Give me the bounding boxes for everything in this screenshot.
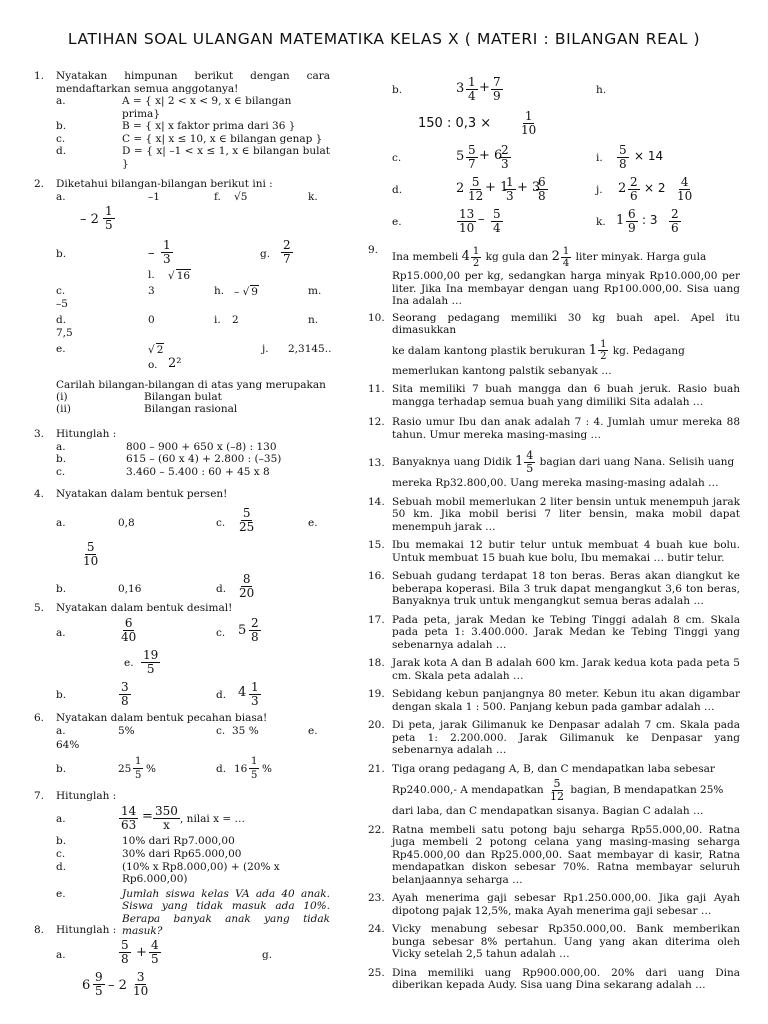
question-17: 17. Pada peta, jarak Medan ke Tebing Tinggi adalah 8 cm. Skala pada peta 1: 3.400.000. Jarak Medan ke Tebing Tinggi yang sebenarnya adalah … xyxy=(368,613,740,651)
question-7: 7. Hitunglah : a. $\frac{14}{63}$ = $\frac{350}{x}$ , nilai x = … b. 10% dari Rp7.000,00 c. 30% dari Rp65.000,00 d. (10% x Rp8.000,00) + (20% x Rp6.000,00) e. Jumlah siswa kelas VA ada 40 anak. Siswa yang tidak masuk ada 10%. Berapa banyak anak yang tidak masuk? xyxy=(34,790,330,937)
question-24: 24. Vicky menabung sebesar Rp350.000,00. Bank memberikan bunga sebesar 8% pertahun. Uang yang akan diterima oleh Vicky setelah 2,5 tahun adalah … xyxy=(368,923,740,960)
right-column xyxy=(368,76,740,992)
question-20: 20. Di peta, jarak Gilimanuk ke Denpasar adalah 7 cm. Skala pada peta 1: 2.200.000. Jarak Gilimanuk ke Denpasar yang sebenarnya adalah … xyxy=(368,719,740,756)
page-title: LATIHAN SOAL ULANGAN MATEMATIKA KELAS X ( MATERI : BILANGAN REAL ) xyxy=(67,30,701,48)
question-21: 21. Tiga orang pedagang A, B, dan C mendapatkan laba sebesar Rp240.000,- A mendapatkan $\frac{5}{12}$ bagian, B mendapatkan 25% dari laba, dan C mendapatkan sisanya. Bagian C adalah … xyxy=(368,762,724,817)
question-12: 12. Rasio umur Ibu dan anak adalah 7 : 4. Jumlah umur mereka 88 tahun. Umur mereka masing-masing … xyxy=(368,416,740,441)
question-19: 19. Sebidang kebun panjangnya 80 meter. Kebun itu akan digambar dengan skala 1 : 500. Panjang kebun pada gambar adalah … xyxy=(368,688,740,713)
question-8: 8. Hitunglah : a. $\frac{5}{8}$ + $\frac{4}{5}$ g. 6 $\frac{9}{5}$ – 2 $\frac{3}{10}$ xyxy=(34,924,273,998)
question-4: 4. Nyatakan dalam bentuk persen! a. 0,8 c. $\frac{5}{25}$ e. $\frac{5}{10}$ b. 0,16 d. $\frac{8}{20}$ xyxy=(34,488,318,600)
question-1-stem: Nyatakan himpunan berikut dengan cara mendaftarkan semua anggotanya! xyxy=(56,70,330,95)
question-2: 2. Diketahui bilangan-bilangan berikut ini : a. –1 f. √5 k. – 2 $\frac{1}{5}$ b. – $\frac{1}{3}$ g. $\frac{2}{7}$ l. √ 16 c. 3 h. – √ 9 m. –5 d. 0 i. 2 n. 7,5 e. √ 2 j. 2,3145.. o. 2² Carilah bilangan-bilangan di atas yang merupakan (i) Bilangan bulat (ii) Bilangan rasional xyxy=(34,178,332,415)
question-15: 15. Ibu memakai 12 butir telur untuk membuat 4 buah kue bolu. Untuk membuat 15 buah kue bolu, Ibu memakai … butir telur. xyxy=(368,539,740,564)
question-18: 18. Jarak kota A dan B adalah 600 km. Jarak kedua kota pada peta 5 cm. Skala peta adalah … xyxy=(368,657,740,682)
question-11: 11. Sita memiliki 7 buah mangga dan 6 buah jeruk. Rasio buah mangga terhadap semua buah yang dimiliki Sita adalah … xyxy=(368,383,740,408)
question-5: 5. Nyatakan dalam bentuk desimal! a. $\frac{6}{40}$ c. 5 $\frac{2}{8}$ e. $\frac{19}{5}$ b. $\frac{3}{8}$ d. 4 $\frac{1}{3}$ xyxy=(34,602,259,708)
question-1: 1. Nyatakan himpunan berikut dengan cara mendaftarkan semua anggotanya! a. A = { x| 2 < x < 9, x ∈ bilangan prima} b. B = { x| x faktor prima dari 36 } c. C = { x| x ≤ 10, x ∈ bilangan genap } d. D = { x| –1 < x ≤ 1, x ∈ bilangan bulat } xyxy=(34,70,330,170)
question-3: 3. Hitunglah : a. 800 – 900 + 650 x (–8) : 130 b. 615 – (60 x 4) + 2.800 : (–35) c. 3.460 – 5.400 : 60 + 45 x 8 xyxy=(34,428,282,478)
question-6: 6. Nyatakan dalam bentuk pecahan biasa! a. 5% c. 35 % e. 64% b. 25 $\frac{1}{5}$ % d. 16 $\frac{1}{5}$ % xyxy=(34,712,318,781)
question-8-continued: b. 3 $\frac{1}{4}$ + $\frac{7}{9}$ h. 150 : 0,3 × $\frac{1}{10}$ c. 5 $\frac{5}{7}$ + 6 $\frac{2}{3}$ i. $\frac{5}{8}$ × 14 d. 2 $\frac{5}{12}$ + 1 $\frac{1}{3}$ + 3 $\frac{6}{8}$ j. 2 $\frac{2}{6}$ × 2 $\frac{4}{10}$ e. $\frac{13}{10}$ – $\frac{5}{4}$ k. 1 $\frac{6}{9}$ : 3 $\frac{2}{6}$ xyxy=(392,75,693,235)
question-10: 10. Seorang pedagang memiliki 30 kg buah apel. Apel itu dimasukkan ke dalam kantong plastik berukuran 1 $\frac{1}{2}$ kg. Pedagang memerlukan kantong palstik sebanyak … xyxy=(368,311,740,377)
question-1-options: a. A = { x| 2 < x < 9, x ∈ bilangan prima} b. B = { x| x faktor prima dari 36 } c. C = { x| x ≤ 10, x ∈ bilangan genap } d. D = { x| –1 < x ≤ 1, x ∈ bilangan bulat } xyxy=(56,95,330,170)
left-column xyxy=(34,70,330,1004)
question-9: 9. Ina membeli 4 $\frac{1}{2}$ kg gula dan 2 $\frac{1}{4}$ liter minyak. Harga gula Rp15.000,00 per kg, sedangkan harga minyak Rp10.000,00 per liter. Jika Ina membayar dengan uang Rp100.000,00. Sisa uang Ina adalah … xyxy=(368,244,740,307)
question-14: 14. Sebuah mobil memerlukan 2 liter bensin untuk menempuh jarak 50 km. Jika mobil berisi 7 liter bensin, maka mobil dapat menempuh jarak … xyxy=(368,495,740,533)
question-22: 22. Ratna membeli satu potong baju seharga Rp55.000,00. Ratna juga membeli 2 potong celana yang masing-masing seharga Rp45.000,00 dan Rp25.000,00. Saat membayar di kasir, Ratna mendapatkan diskon sebesar 70%. Ratna membayar seluruh belanjaannya seharga … xyxy=(368,823,740,886)
question-25: 25. Dina memiliki uang Rp900.000,00. 20% dari uang Dina diberikan kepada Audy. Sisa uang Dina sekarang adalah … xyxy=(368,966,740,991)
question-16: 16. Sebuah gudang terdapat 18 ton beras. Beras akan diangkut ke beberapa koperasi. Bila 3 truk dapat mengangkut 3,6 ton beras, Banyaknya truk untuk mengangkut semua beras adalah … xyxy=(368,570,740,607)
question-13: 13. Banyaknya uang Didik 1 $\frac{4}{5}$ bagian dari uang Nana. Selisih uang mereka Rp32.800,00. Uang mereka masing-masing adalah … xyxy=(368,448,735,489)
question-23: 23. Ayah menerima gaji sebesar Rp1.250.000,00. Jika gaji Ayah dipotong pajak 12,5%, maka Ayah menerima gaji sebesar … xyxy=(368,892,740,917)
